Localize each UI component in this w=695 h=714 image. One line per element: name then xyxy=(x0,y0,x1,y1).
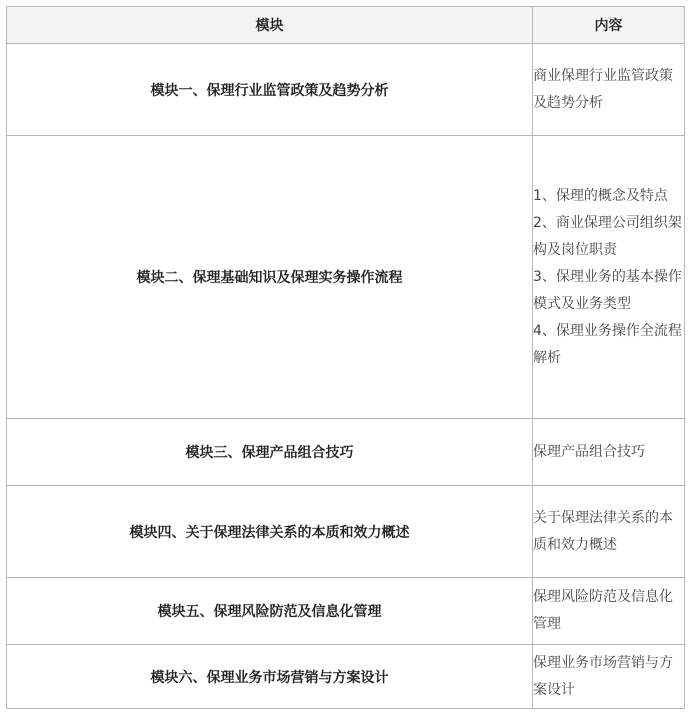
content-line: 4、保理业务操作全流程解析 xyxy=(533,322,682,366)
table-row xyxy=(7,578,685,645)
module-name: 模块六、保理业务市场营销与方案设计 xyxy=(7,645,533,709)
module-content xyxy=(533,645,685,709)
content-line: 1、保理的概念及特点 xyxy=(533,187,668,204)
table-row xyxy=(7,486,685,578)
table-row xyxy=(7,136,685,419)
content-line: 3、保理业务的基本操作模式及业务类型 xyxy=(533,268,682,312)
content-line: 保理产品组合技巧 xyxy=(533,443,645,460)
module-content xyxy=(533,486,685,578)
content-line: 保理业务市场营销与方案设计 xyxy=(533,654,673,698)
module-content xyxy=(533,44,685,136)
module-content xyxy=(533,419,685,486)
module-name: 模块四、关于保理法律关系的本质和效力概述 xyxy=(7,486,533,578)
course-module-table xyxy=(6,6,685,709)
table-row xyxy=(7,44,685,136)
module-name: 模块五、保理风险防范及信息化管理 xyxy=(7,578,533,645)
content-line: 保理风险防范及信息化管理 xyxy=(533,589,673,632)
module-content xyxy=(533,136,685,419)
module-column-header: 模块 xyxy=(7,7,533,44)
content-line: 关于保理法律关系的本质和效力概述 xyxy=(533,509,673,553)
module-name: 模块三、保理产品组合技巧 xyxy=(7,419,533,486)
content-column-header: 内容 xyxy=(533,7,685,44)
table-row xyxy=(7,419,685,486)
table-row xyxy=(7,645,685,709)
module-content xyxy=(533,578,685,645)
content-line: 商业保理行业监管政策及趋势分析 xyxy=(533,67,673,111)
module-name: 模块一、保理行业监管政策及趋势分析 xyxy=(7,44,533,136)
table-header-row xyxy=(7,7,685,44)
module-name: 模块二、保理基础知识及保理实务操作流程 xyxy=(7,136,533,419)
content-line: 2、商业保理公司组织架构及岗位职责 xyxy=(533,214,682,258)
